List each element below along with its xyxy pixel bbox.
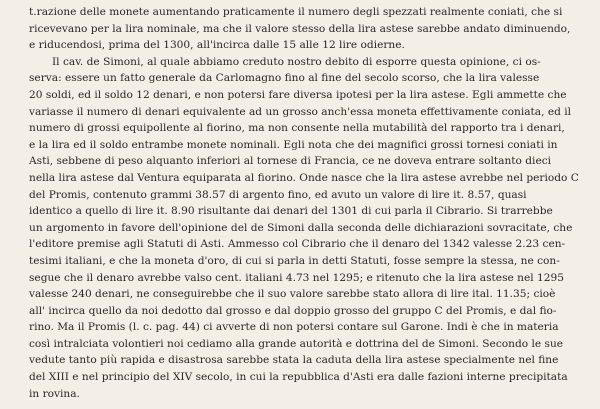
document-body [29,4,581,402]
text-line: tesimi italiani, e che la moneta d'oro, di cui si parla in detti Statuti, fosse sempre la stessa, ne con- [29,254,560,267]
text-line: all' incirca quello da noi dedotto dal grosso e dal doppio grosso del gruppo C del Promis, e dal fio- [29,304,557,317]
text-line: e riducendosi, prima del 1300, all'incirca dalle 15 alle 12 lire odierne. [29,39,405,52]
text-line: numero di grossi equipollente al fiorino, ma non consente nella mutabilità del rapporto tra i denari, [29,122,565,135]
text-line: rino. Ma il Promis (l. c. pag. 44) ci avverte di non potersi contare sul Garone. Indi è che in materia [29,321,559,334]
text-line: del XIII e nel principio del XIV secolo, in cui la repubblica d'Asti era dalle fazioni interne precipitata [29,371,568,384]
text-line: variasse il numero di denari equivalente ad un grosso anch'essa moneta effettivamente coniata, ed il [29,105,572,118]
text-line: vedute tanto più rapida e disastrosa sarebbe stata la caduta della lira astese specialmente nel fine [29,354,559,367]
text-line: un argomento in favore dell'opinione del de Simoni dalla seconda delle dichiarazioni sovracitate, che [29,221,573,234]
text-line: l'editore premise agli Statuti di Asti. Ammesso col Cibrario che il denaro del 1342 valesse 2.23 cen- [29,238,566,251]
text-line: nella lira astese dal Ventura equiparata al fiorino. Onde nasce che la lira astese avrebbe nel periodo C [29,171,579,184]
text-line: del Promis, contenuto grammi 38.57 di argento fino, ed avuto un valore di lire it. 8.57, quasi [29,188,527,201]
text-line: ricevevano per la lira nominale, ma che il valore stesso della lira astese sarebbe andato diminuendo, [29,22,571,35]
text-line: serva: essere un fatto generale da Carlomagno fino al fine del secolo scorso, che la lira valesse [29,72,540,85]
text-line: Asti, sebbene di peso alquanto inferiori al tornese di Francia, ce ne doveva entrare soltanto dieci [29,155,552,168]
text-line: segue che il denaro avrebbe valso cent. italiani 4.73 nel 1295; e ritenuto che la lira astese nel 1295 [29,271,564,284]
text-line: 20 soldi, ed il soldo 12 denari, e non potersi fare diversa ipotesi per la lira astese. Egli ammette che [29,88,567,101]
text-line: t.razione delle monete aumentando praticamente il numero degli spezzati realmente coniati, che si [29,6,563,18]
text-line: così intralciata volontieri noi cediamo alla grande autorità e dottrina del de Simoni. Secondo le sue [29,337,564,350]
text-line: identico a quello di lire it. 8.90 risultante dai denari del 1301 di cui parla il Cibrario. Si trarrebbe [29,205,553,218]
text-line: e la lira ed il soldo entrambe monete nominali. Egli nota che dei magnifici grossi tornesi coniati in [29,138,558,151]
text-line: in rovina. [29,387,80,400]
paragraph-first-line: Il cav. de Simoni, al quale abbiamo creduto nostro debito di esporre questa opinione, ci os- [52,55,541,68]
text-line: valesse 240 denari, ne conseguirebbe che il suo valore sarebbe stato allora di lire ital. 11.35; cioè [29,288,556,301]
